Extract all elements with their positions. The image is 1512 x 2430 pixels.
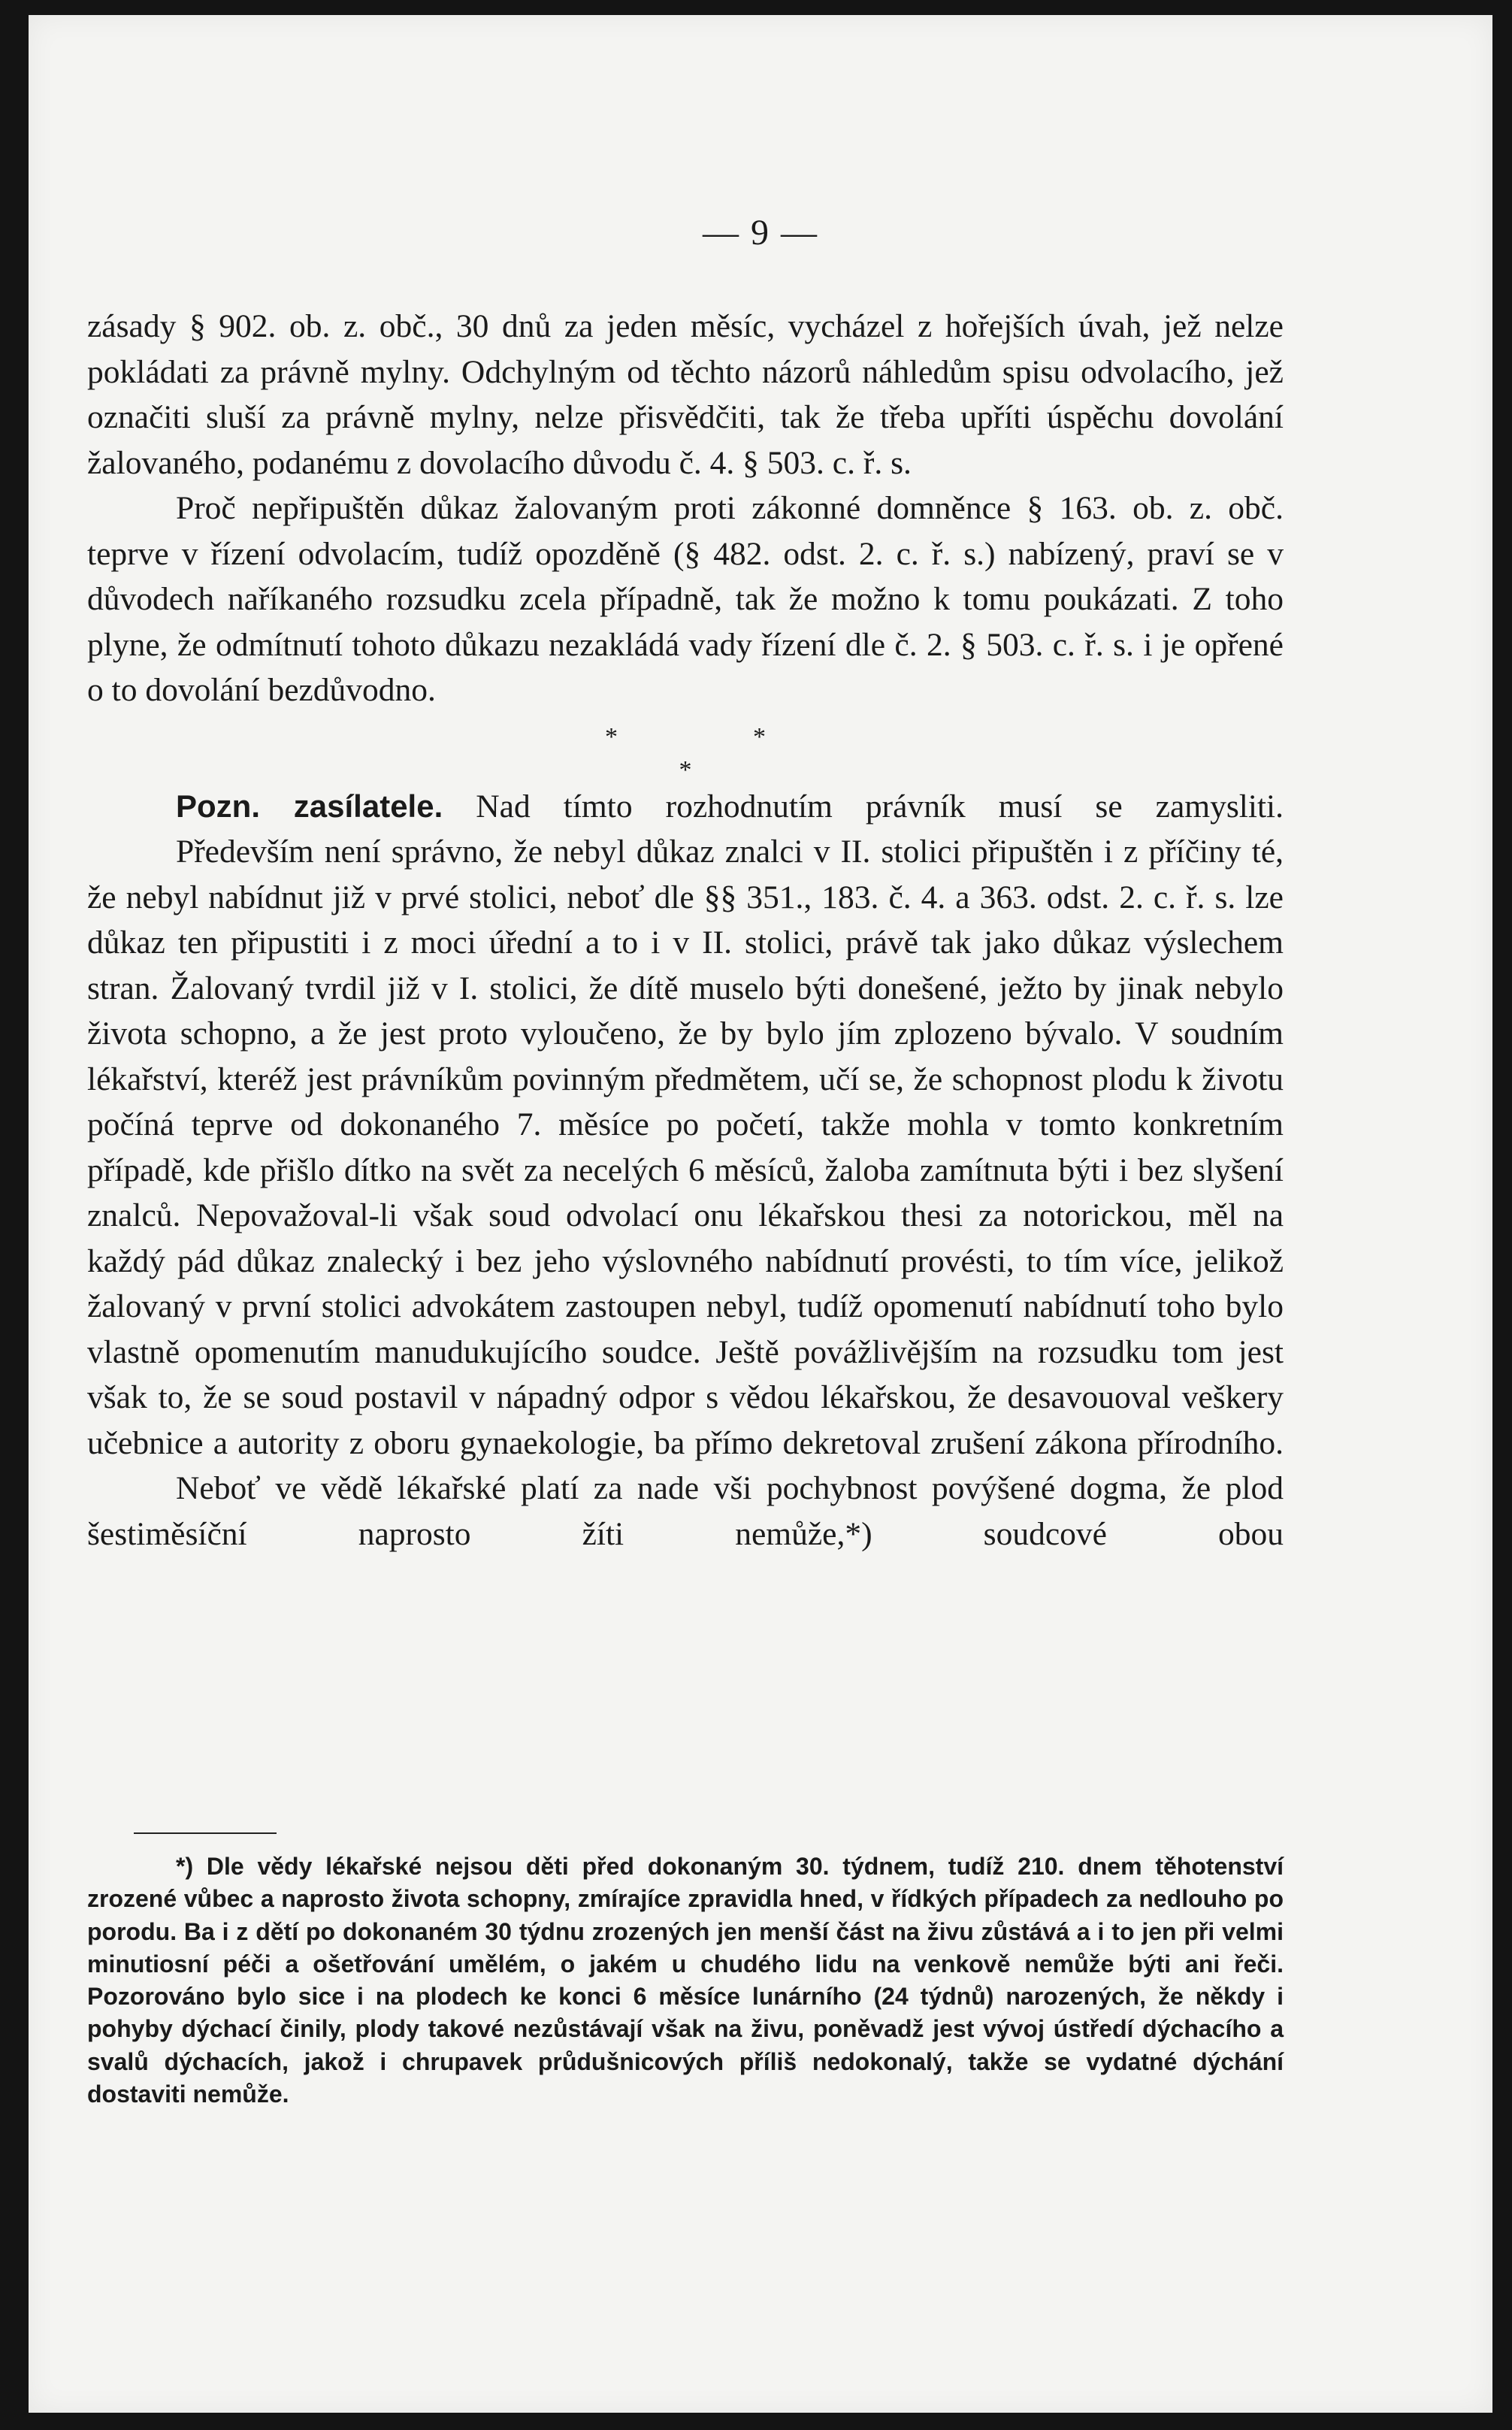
footnote-rule <box>134 1832 277 1834</box>
page-number: — 9 — <box>703 213 818 253</box>
separator-stars <box>87 721 1284 754</box>
footnote-1: *) Dle vědy lékařské nejsou děti před dokonaným 30. týdnem, tudíž 210. dnem těhotenství zrozené vůbec a naprosto života schopny, zmírajíce zpravidla hned, v řídkých případech za nedlouho po porodu. Ba i z dětí po dokonaném 30 týdnu zrozených jen menší část na živu zůstává a i to jen při velmi minutiosní péči a ošetřování umělém, o jakém u chudého lidu na venkově nemůže býti ani řeči. Pozorováno bylo sice i na plodech ke konci 6 měsíce lunárního (24 týdnů) narozených, že někdy i pohyby dýchací činily, plody takové nezůstávají však na živu, poněvadž jest vývoj ústředí dýchacího a svalů dýchacích, jakož i chrupavek průdušnicových příliš nedokonalý, takže se vydatné dýchání dostaviti nemůže. <box>87 1853 1284 2108</box>
paragraph-4: Především není správno, že nebyl důkaz znalci v II. stolici připuštěn i z příčiny té, že nebyl nabídnut již v prvé stolici, neboť dle §§ 351., 183. č. 4. a 363. odst. 2. c. ř. s. lze důkaz ten připustiti i z moci úřední a to i v II. stolici, právě tak jako důkaz výslechem stran. Žalovaný tvrdil již v I. stolici, že dítě muselo býti donešené, ježto by jinak nebylo života schopno, a že jest proto vyloučeno, že by bylo jím zplozeno bývalo. V soudním lékařství, kteréž jest právníkům povinným předmětem, učí se, že schopnost plodu k životu počíná teprve od dokonaného 7. měsíce po početí, takže mohla v tomto konkretním případě, kde přišlo dítko na svět za necelých 6 měsíců, žaloba zamítnuta býti i bez slyšení znalců. Nepovažoval-li však soud odvolací onu lékařskou thesi za notorickou, měl na každý pád důkaz znalecký i bez jeho výslovného nabídnutí provésti, to tím více, jelikož žalovaný v první stolici advokátem zastoupen nebyl, tudíž opomenutí nabídnutí toho bylo vlastně opomenutím manudukujícího soudce. Ještě povážlivějším na rozsudku tom jest však to, že se soud postavil v nápadný odpor s vědou lékařskou, že desavouoval veškery učebnice a autority z oboru gynaekologie, ba přímo dekretoval zrušení zákona přírodního. <box>87 834 1284 1461</box>
note-label: Pozn. zasílatele. <box>176 788 443 824</box>
main-text <box>87 304 1284 1557</box>
separator-star-a: * <box>605 722 618 751</box>
paragraph-1: zásady § 902. ob. z. obč., 30 dnů za jeden měsíc, vycházel z hořejších úvah, jež nelze pokládati za právně mylny. Odchylným od těchto názorů náhledům spisu odvolacího, jež označiti sluší za právně mylny, nelze přisvědčiti, tak že třeba upříti úspěchu dovolání žalovaného, podanému z dovolacího důvodu č. 4. § 503. c. ř. s. <box>87 308 1284 481</box>
separator-star-b: * <box>753 722 766 751</box>
paragraph-3-text: Nad tímto rozhodnutím právník musí se zamysliti. <box>476 788 1284 825</box>
paragraph-5: Neboť ve vědě lékařské platí za nade vši pochybnost povýšené dogma, že plod šestiměsíční naprosto žíti nemůže,*) soudcové obou <box>87 1470 1284 1552</box>
paragraph-2: Proč nepřipuštěn důkaz žalovaným proti zákonné domněnce § 163. ob. z. obč. teprve v řízení odvolacím, tudíž opozděně (§ 482. odst. 2. c. ř. s.) nabízený, praví se v důvodech naříkaného rozsudku zcela případně, tak že možno k tomu poukázati. Z toho plyne, že odmítnutí tohoto důkazu nezakládá vady řízení dle č. 2. § 503. c. ř. s. i je opřené o to dovolání bezdůvodno. <box>87 490 1284 708</box>
footnotes <box>87 1850 1284 2111</box>
paragraph-3 <box>87 784 1284 830</box>
document-page <box>29 15 1492 2413</box>
separator-star-c: * <box>679 755 692 784</box>
